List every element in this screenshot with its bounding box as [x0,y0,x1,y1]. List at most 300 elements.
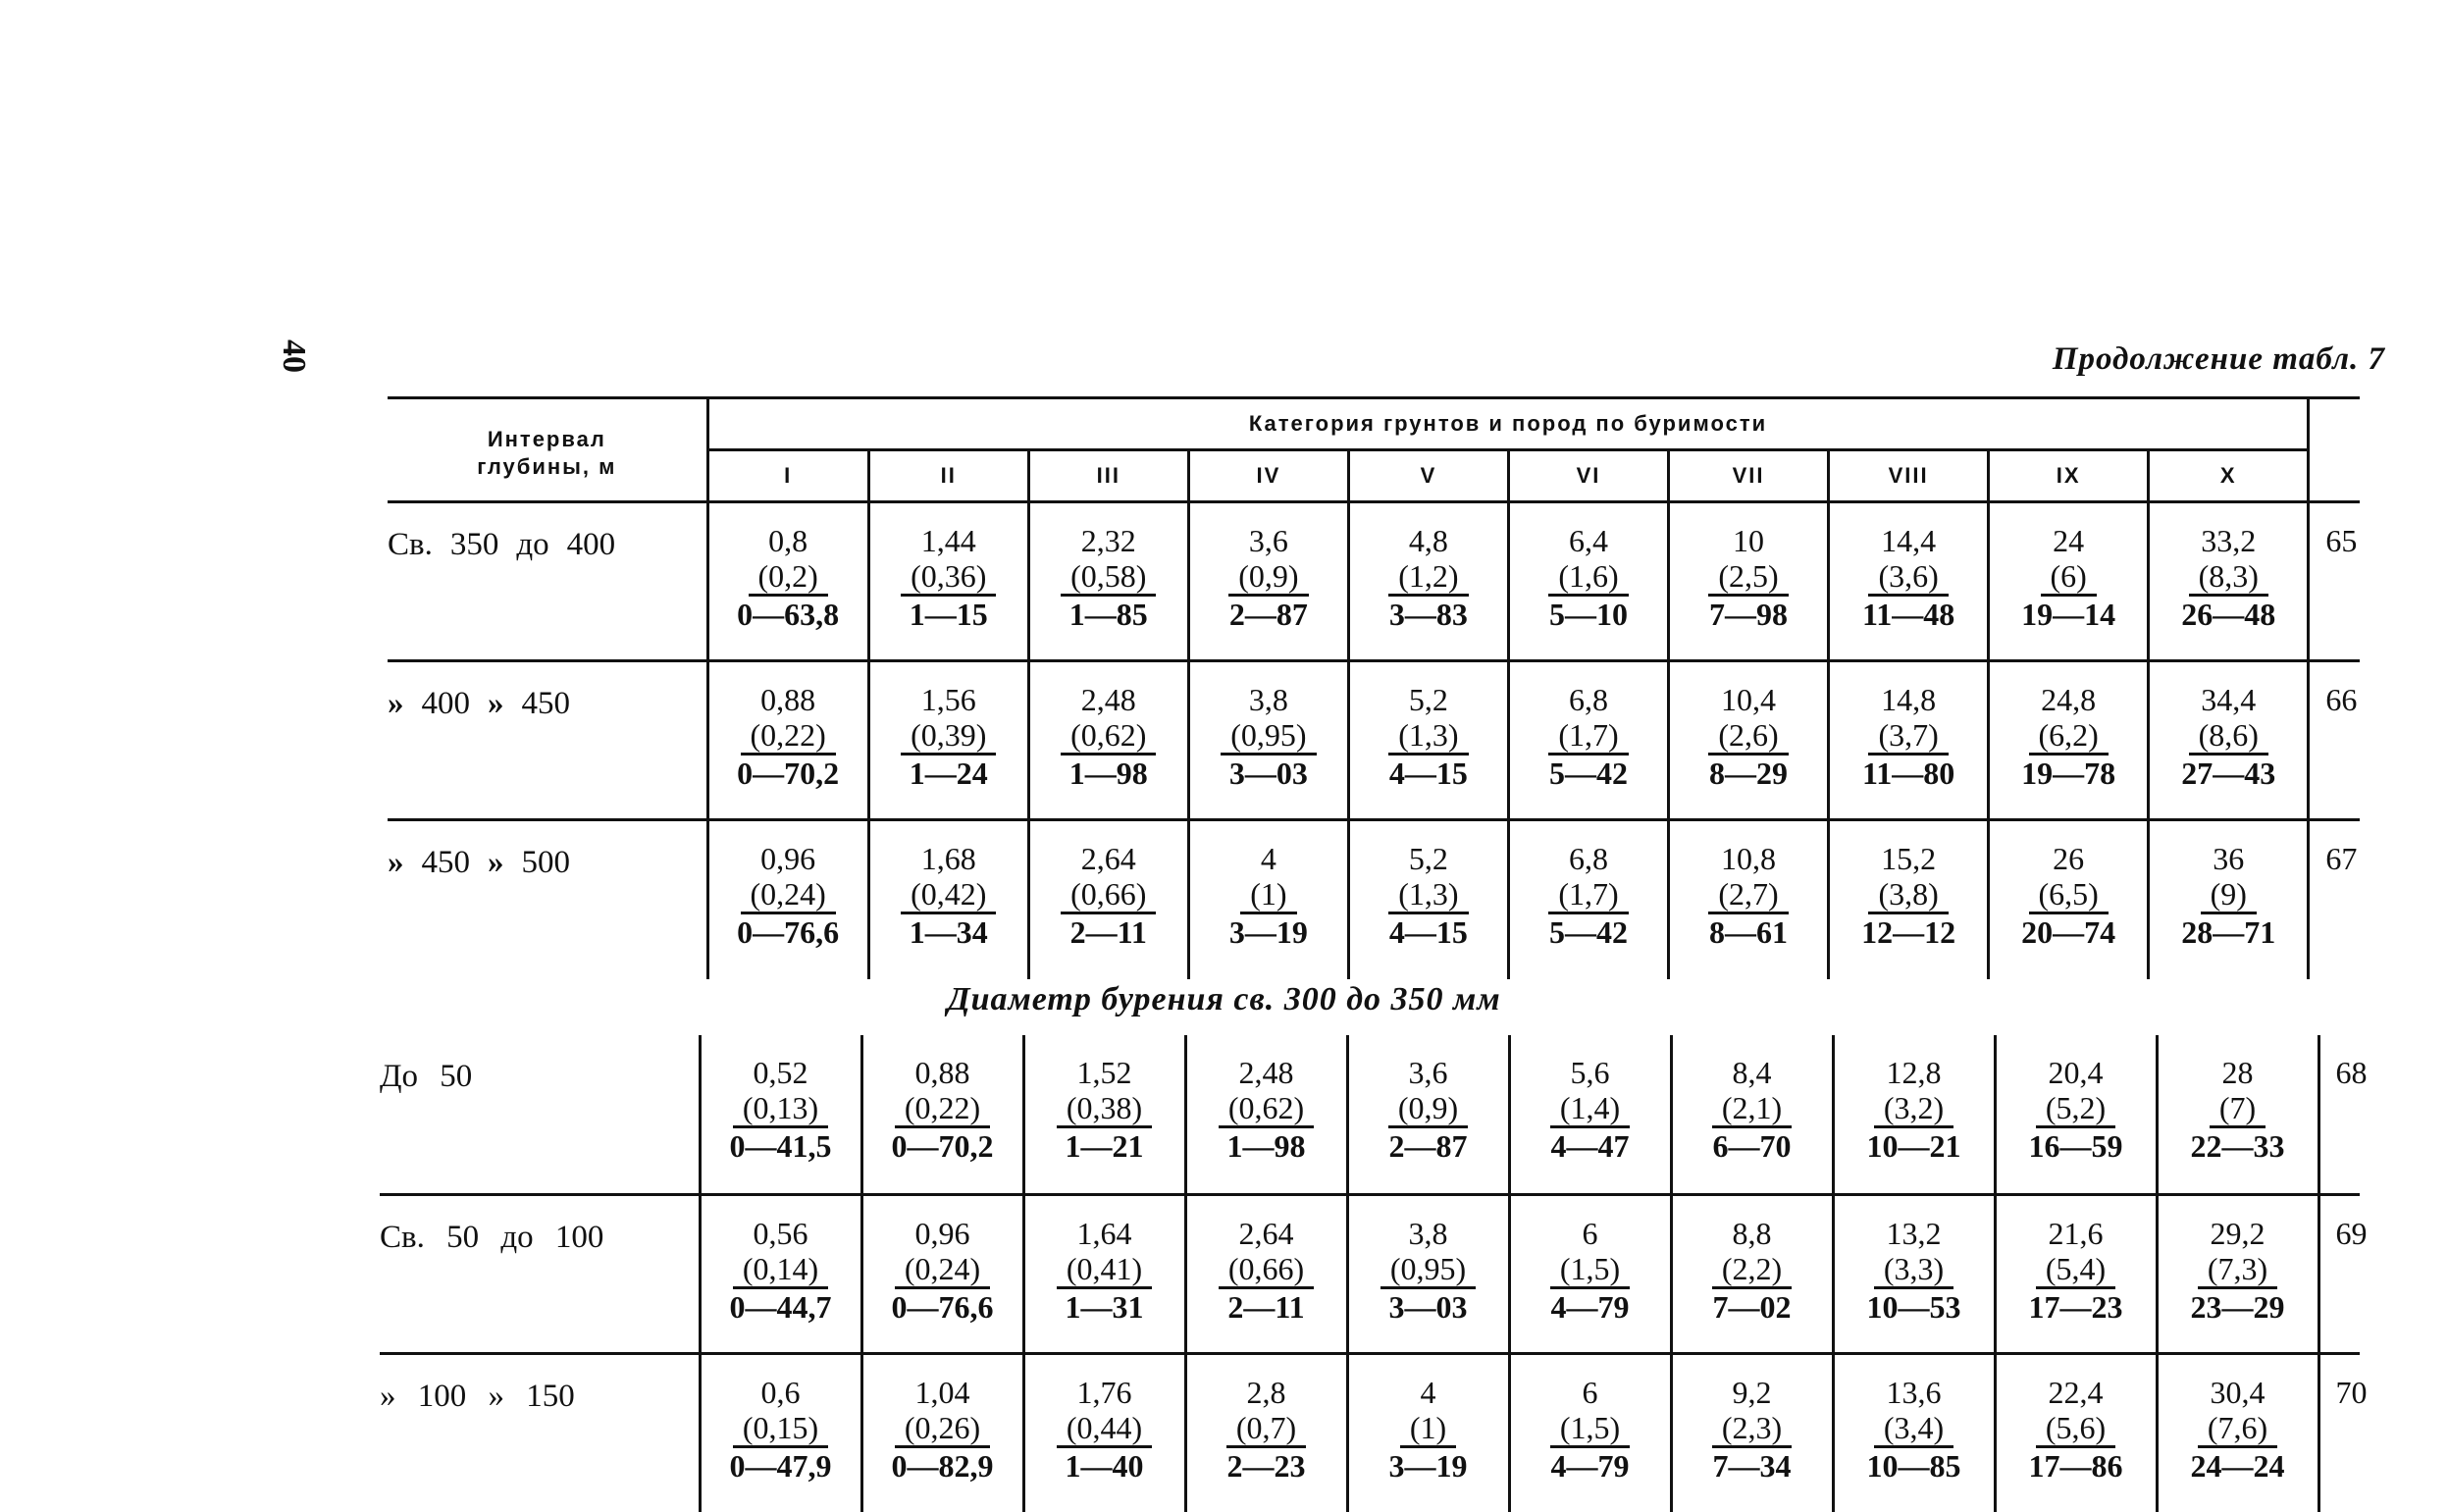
fraction-wrap [1835,1090,1994,1128]
value-cell [1185,1353,1347,1512]
bracket-value: (3,7) [1868,717,1948,756]
bracket-value: (2,7) [1708,876,1788,914]
bracket-value: (7) [2210,1090,2266,1128]
row-number: 69 [2318,1194,2360,1353]
fraction-wrap [1510,876,1667,914]
interval-header-line2: глубины, м [477,453,617,479]
fraction-wrap [1510,717,1667,756]
bracket-value: (0,39) [901,717,996,756]
fraction-wrap [1187,1410,1346,1448]
value-cell [861,1194,1023,1353]
label-prefix: Св. [388,527,433,562]
interval-header-line1: Интервал [487,426,606,451]
norm-value: 29,2 [2210,1215,2266,1251]
value-cell [2149,820,2309,979]
price-value: 4—79 [1550,1447,1630,1484]
bracket-value: (0,2) [749,558,828,597]
norm-value: 1,68 [920,841,976,876]
bracket-value: (0,66) [1061,876,1156,914]
bracket-value: (0,95) [1380,1251,1476,1289]
norm-value: 2,32 [1080,523,1136,558]
sub-heading: Диаметр бурения св. 300 до 350 мм [947,981,1501,1017]
depth-from: 350 [449,527,499,562]
price-value: 16—59 [2028,1128,2123,1164]
fraction-wrap [1511,1251,1670,1289]
value-cell [1509,1035,1671,1194]
fraction-wrap [1835,1410,1994,1448]
value-cell [1347,1194,1509,1353]
fraction-wrap [870,558,1027,597]
fraction-wrap [1350,717,1507,756]
bracket-value: (6) [2041,558,2097,597]
bracket-value: (0,44) [1057,1410,1152,1448]
norm-value: 34,4 [2201,682,2257,717]
norm-value: 33,2 [2201,523,2257,558]
norm-value: 0,96 [914,1215,970,1251]
fraction-wrap [1830,558,1987,597]
price-value: 10—85 [1866,1447,1961,1484]
section-2-body [380,1035,2368,1512]
fraction-wrap [1349,1251,1508,1289]
norm-value: 10,4 [1721,682,1777,717]
num-header-blank-2 [2309,450,2360,502]
ditto-mark: » [388,686,404,721]
depth-from: 400 [421,686,470,721]
fraction-wrap [1990,558,2147,597]
row-number: 66 [2309,661,2360,820]
value-cell [1833,1194,1995,1353]
row-number: 70 [2318,1353,2360,1512]
ditto-mark: » [488,845,504,880]
value-cell [868,820,1028,979]
depth-interval: » 100 » 150 [380,1378,575,1414]
fraction-wrap [863,1090,1022,1128]
value-cell [1348,502,1508,661]
price-value: 4—15 [1388,914,1468,950]
category-header: Категория грунтов и пород по буримости [707,398,2309,450]
price-value: 2—23 [1226,1447,1306,1484]
fraction-wrap [2150,876,2307,914]
norm-value: 0,96 [760,841,816,876]
row-number: 67 [2309,820,2360,979]
price-value: 0—70,2 [891,1128,994,1164]
norm-value: 0,8 [768,523,808,558]
bracket-value: (0,41) [1057,1251,1152,1289]
fraction-wrap [1190,558,1347,597]
price-value: 5—10 [1548,597,1628,632]
table-row [380,1035,2360,1194]
table-row [380,1353,2360,1512]
norm-value: 24,8 [2041,682,2097,717]
norm-value: 8,4 [1732,1055,1772,1090]
bracket-value: (0,15) [733,1410,828,1448]
bracket-value: (1,4) [1550,1090,1630,1128]
fraction-wrap [1670,876,1827,914]
depth-interval: До 50 [380,1059,473,1094]
norm-value: 3,6 [1408,1055,1448,1090]
norm-value: 3,8 [1408,1215,1448,1251]
norm-value: 13,2 [1886,1215,1942,1251]
bracket-value: (0,22) [895,1090,990,1128]
price-value: 5—42 [1548,914,1628,950]
value-cell [861,1035,1023,1194]
norm-value: 4 [1260,841,1276,876]
bracket-value: (0,13) [733,1090,828,1128]
fraction-wrap [1511,1090,1670,1128]
norm-value: 14,4 [1881,523,1937,558]
price-value: 7—02 [1712,1288,1792,1325]
column-header-3: III [1028,450,1188,502]
fraction-wrap [1990,876,2147,914]
norm-value: 8,8 [1732,1215,1772,1251]
price-value: 26—48 [2181,597,2276,632]
depth-interval: Св. 50 до 100 [380,1219,604,1255]
value-cell [1188,502,1348,661]
bracket-value: (1,5) [1550,1410,1630,1448]
norm-value: 15,2 [1881,841,1937,876]
column-header-9: IX [1989,450,2149,502]
norm-value: 20,4 [2048,1055,2104,1090]
fraction-wrap [1350,558,1507,597]
norm-value: 36 [2213,841,2245,876]
label-to-word: до [516,527,549,562]
norm-value: 28 [2221,1055,2254,1090]
norm-value: 5,2 [1408,682,1448,717]
norm-value: 2,64 [1238,1215,1294,1251]
norm-value: 9,2 [1732,1374,1772,1410]
bracket-value: (0,36) [901,558,996,597]
value-cell [1995,1194,2157,1353]
fraction-wrap [2150,717,2307,756]
fraction-wrap [2159,1090,2318,1128]
fraction-wrap [1830,717,1987,756]
norm-value: 13,6 [1886,1374,1942,1410]
price-value: 17—23 [2028,1288,2123,1325]
depth-to: 400 [566,527,616,562]
value-cell [1509,1194,1671,1353]
fraction-wrap [1187,1251,1346,1289]
column-header-10: X [2149,450,2309,502]
value-cell [2149,502,2309,661]
value-cell [1023,1035,1185,1194]
value-cell [1829,502,1989,661]
price-value: 2—11 [1069,914,1147,950]
price-value: 11—80 [1861,756,1955,791]
value-cell [1833,1035,1995,1194]
norm-value: 14,8 [1881,682,1937,717]
price-value: 23—29 [2190,1288,2285,1325]
row-number: 65 [2309,502,2360,661]
norm-value: 5,6 [1570,1055,1610,1090]
price-value: 0—44,7 [729,1288,832,1325]
norm-value: 3,6 [1248,523,1288,558]
value-cell [1671,1035,1833,1194]
price-value: 7—34 [1712,1447,1792,1484]
price-value: 3—19 [1228,914,1308,950]
price-value: 8—61 [1709,914,1789,950]
bracket-value: (7,3) [2198,1251,2277,1289]
price-value: 0—41,5 [729,1128,832,1164]
value-cell [2157,1353,2318,1512]
row-label [380,1194,700,1353]
price-value: 3—03 [1228,756,1308,791]
price-value: 1—34 [909,914,988,950]
value-cell [2157,1194,2318,1353]
price-value: 4—15 [1388,756,1468,791]
price-value: 24—24 [2190,1447,2285,1484]
price-value: 1—98 [1226,1128,1306,1164]
column-header-2: II [868,450,1028,502]
value-cell [1188,661,1348,820]
bracket-value: (0,42) [901,876,996,914]
norm-value: 4,8 [1408,523,1448,558]
norm-value: 22,4 [2048,1374,2104,1410]
norm-value: 10 [1733,523,1765,558]
norm-value: 24 [2053,523,2085,558]
value-cell [1347,1035,1509,1194]
value-cell [1989,820,2149,979]
norm-value: 12,8 [1886,1055,1942,1090]
depth-to: 450 [521,686,570,721]
value-cell [1508,820,1668,979]
value-cell [1669,661,1829,820]
value-cell [1508,502,1668,661]
value-cell [1347,1353,1509,1512]
fraction-wrap [1350,876,1507,914]
value-cell [700,1035,861,1194]
norm-value: 2,48 [1080,682,1136,717]
bracket-value: (5,2) [2036,1090,2115,1128]
price-value: 4—47 [1550,1128,1630,1164]
bracket-value: (6,5) [2029,876,2109,914]
value-cell [1023,1194,1185,1353]
fraction-wrap [1511,1410,1670,1448]
fraction-wrap [870,717,1027,756]
value-cell [868,661,1028,820]
price-value: 1—31 [1065,1288,1144,1325]
price-value: 19—14 [2021,597,2116,632]
fraction-wrap [1673,1251,1832,1289]
price-value: 20—74 [2021,914,2116,950]
value-cell [2157,1035,2318,1194]
num-header-blank [2309,398,2360,450]
price-value: 1—15 [909,597,988,632]
price-value: 2—87 [1228,597,1308,632]
page-number: 40 [276,339,312,373]
price-value: 28—71 [2181,914,2276,950]
fraction-wrap [863,1251,1022,1289]
value-cell [1508,661,1668,820]
interval-header [388,398,707,502]
price-value: 1—40 [1065,1447,1144,1484]
table-row [388,502,2360,661]
bracket-value: (8,6) [2189,717,2268,756]
row-label [388,661,707,820]
column-header-7: VII [1669,450,1829,502]
column-header-8: VIII [1829,450,1989,502]
bracket-value: (1,3) [1388,876,1468,914]
bracket-value: (2,6) [1708,717,1788,756]
bracket-value: (6,2) [2029,717,2109,756]
bracket-value: (1,3) [1388,717,1468,756]
norm-value: 30,4 [2210,1374,2266,1410]
bracket-value: (0,38) [1057,1090,1152,1128]
ditto-mark: » [488,686,504,721]
value-cell [1669,820,1829,979]
fraction-wrap [2150,558,2307,597]
value-cell [1671,1194,1833,1353]
depth-to: 500 [521,845,570,880]
fraction-wrap [709,558,867,597]
fraction-wrap [1025,1090,1184,1128]
price-value: 6—70 [1712,1128,1792,1164]
bracket-value: (5,6) [2036,1410,2115,1448]
bracket-value: (0,9) [1388,1090,1468,1128]
fraction-wrap [1030,876,1187,914]
price-value: 2—87 [1388,1128,1468,1164]
fraction-wrap [1510,558,1667,597]
value-cell [1995,1353,2157,1512]
value-cell [1185,1035,1347,1194]
column-header-5: V [1348,450,1508,502]
fraction-wrap [709,717,867,756]
norm-value: 5,2 [1408,841,1448,876]
bracket-value: (1) [1240,876,1296,914]
norm-value: 1,64 [1076,1215,1132,1251]
fraction-wrap [1830,876,1987,914]
value-cell [2149,661,2309,820]
bracket-value: (0,24) [895,1251,990,1289]
norm-value: 0,88 [914,1055,970,1090]
price-value: 0—76,6 [891,1288,994,1325]
value-cell [1348,820,1508,979]
norm-value: 26 [2053,841,2085,876]
norm-value: 1,04 [914,1374,970,1410]
bracket-value: (7,6) [2198,1410,2277,1448]
bracket-value: (2,1) [1712,1090,1792,1128]
value-cell [1829,820,1989,979]
bracket-value: (0,66) [1219,1251,1314,1289]
value-cell [1028,820,1188,979]
bracket-value: (1,5) [1550,1251,1630,1289]
fraction-wrap [1030,558,1187,597]
norm-value: 2,64 [1080,841,1136,876]
price-value: 19—78 [2021,756,2116,791]
table-row [388,820,2360,979]
bracket-value: (0,95) [1221,717,1316,756]
fraction-wrap [1997,1090,2156,1128]
column-header-1: I [707,450,868,502]
row-label [388,502,707,661]
value-cell [700,1353,861,1512]
fraction-wrap [1349,1090,1508,1128]
value-cell [707,820,868,979]
bracket-value: (5,4) [2036,1251,2115,1289]
value-cell [1023,1353,1185,1512]
norm-value: 1,76 [1076,1374,1132,1410]
fraction-wrap [1030,717,1187,756]
table-caption: Продолжение табл. 7 [2052,341,2385,377]
price-value: 0—70,2 [737,756,840,791]
column-header-6: VI [1508,450,1668,502]
value-cell [1509,1353,1671,1512]
price-value: 11—48 [1861,597,1955,632]
norm-value: 0,88 [760,682,816,717]
table-section-2 [380,1035,2368,1512]
value-cell [1833,1353,1995,1512]
price-value: 4—79 [1550,1288,1630,1325]
norm-value: 6 [1582,1374,1598,1410]
bracket-value: (3,2) [1874,1090,1953,1128]
bracket-value: (3,6) [1868,558,1948,597]
price-value: 7—98 [1709,597,1789,632]
price-value: 10—53 [1866,1288,1961,1325]
fraction-wrap [1349,1410,1508,1448]
fraction-wrap [1025,1410,1184,1448]
bracket-value: (2,2) [1712,1251,1792,1289]
fraction-wrap [1990,717,2147,756]
fraction-wrap [1997,1410,2156,1448]
bracket-value: (0,14) [733,1251,828,1289]
bracket-value: (1,7) [1548,717,1628,756]
price-value: 1—98 [1068,756,1148,791]
price-value: 0—76,6 [737,914,840,950]
value-cell [861,1353,1023,1512]
table-row [388,661,2360,820]
norm-value: 2,48 [1238,1055,1294,1090]
bracket-value: (3,8) [1868,876,1948,914]
norm-value: 1,56 [920,682,976,717]
price-value: 27—43 [2181,756,2276,791]
bracket-value: (3,3) [1874,1251,1953,1289]
price-value: 3—83 [1388,597,1468,632]
value-cell [868,502,1028,661]
bracket-value: (0,62) [1219,1090,1314,1128]
norm-value: 4 [1420,1374,1436,1410]
value-cell [1028,661,1188,820]
value-cell [1989,661,2149,820]
value-cell [1989,502,2149,661]
depth-from: 450 [421,845,470,880]
price-value: 5—42 [1548,756,1628,791]
fraction-wrap [702,1251,860,1289]
value-cell [1185,1194,1347,1353]
value-cell [1028,502,1188,661]
value-cell [1671,1353,1833,1512]
fraction-wrap [870,876,1027,914]
price-value: 1—85 [1068,597,1148,632]
value-cell [1995,1035,2157,1194]
fraction-wrap [1835,1251,1994,1289]
norm-value: 0,6 [760,1374,801,1410]
price-value: 0—63,8 [737,597,840,632]
bracket-value: (0,9) [1228,558,1308,597]
bracket-value: (1,6) [1548,558,1628,597]
column-header-4: IV [1188,450,1348,502]
price-value: 0—47,9 [729,1447,832,1484]
norm-value: 6,4 [1568,523,1608,558]
fraction-wrap [1670,717,1827,756]
row-label [380,1035,700,1194]
norm-value: 10,8 [1721,841,1777,876]
value-cell [707,502,868,661]
fraction-wrap [1187,1090,1346,1128]
norm-value: 3,8 [1248,682,1288,717]
value-cell [700,1194,861,1353]
price-value: 1—21 [1065,1128,1144,1164]
price-value: 22—33 [2190,1128,2285,1164]
norm-value: 0,52 [753,1055,808,1090]
